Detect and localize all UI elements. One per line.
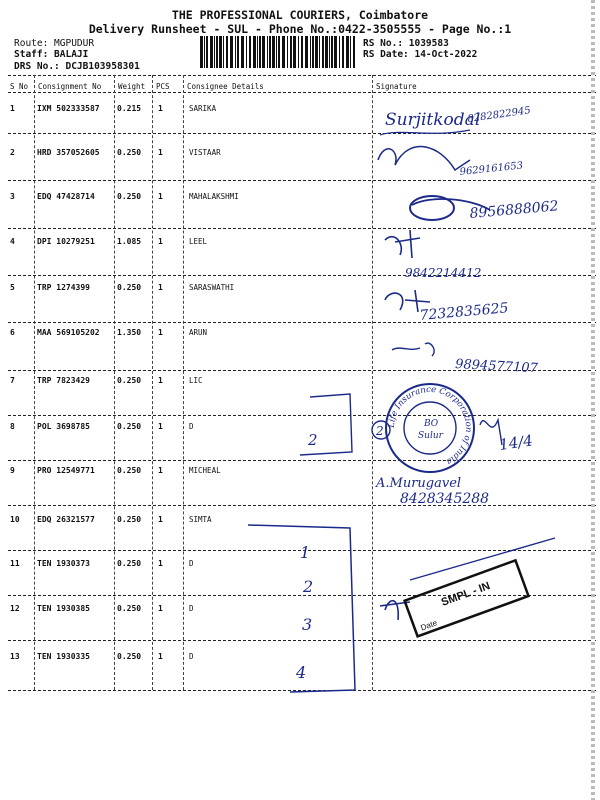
barcode-bar	[276, 36, 277, 68]
handwritten-number: 2	[308, 431, 318, 449]
row-name: ARUN	[189, 328, 208, 337]
barcode-bar	[237, 36, 239, 68]
row-cno: TEN 1930335	[37, 652, 90, 661]
barcode-bar	[223, 36, 224, 68]
barcode-bar	[315, 36, 318, 68]
barcode-bar	[305, 36, 308, 68]
row-weight: 1.350	[117, 328, 142, 337]
row-cno: HRD 357052605	[37, 148, 100, 157]
row-separator	[8, 460, 596, 461]
barcode-bar	[310, 36, 311, 68]
signature-scribble	[385, 230, 420, 258]
column-header-consignment: Consignment No	[38, 82, 102, 91]
row-name: SARASWATHI	[189, 283, 235, 292]
row-separator	[8, 505, 596, 506]
barcode-bar	[206, 36, 208, 68]
scan-edge-mark	[591, 0, 595, 800]
row-weight: 0.250	[117, 422, 142, 431]
seal-center-bottom: Sulur	[418, 431, 443, 441]
column-rule	[372, 75, 373, 690]
row-name: D	[189, 559, 194, 568]
barcode-bar	[319, 36, 320, 68]
barcode-image	[200, 36, 355, 68]
row-weight: 0.250	[117, 283, 142, 292]
barcode-bar	[342, 36, 344, 68]
row-name: LEEL	[189, 237, 208, 246]
row-weight: 0.250	[117, 604, 142, 613]
barcode-bar	[353, 36, 355, 68]
barcode-bar	[262, 36, 265, 68]
handwritten-number: 2	[376, 424, 384, 438]
barcode-bar	[253, 36, 256, 68]
barcode-bar	[301, 36, 303, 68]
barcode-bar	[290, 36, 292, 68]
barcode-bar	[350, 36, 351, 68]
barcode-bar	[287, 36, 288, 68]
row-sno: 5	[10, 283, 15, 292]
row-cno: IXM 502333587	[37, 104, 100, 113]
row-separator	[8, 595, 596, 596]
barcode-bar	[267, 36, 268, 68]
column-header-consignee: Consignee Details	[187, 82, 264, 91]
row-pcs: 1	[158, 559, 163, 568]
barcode-bar	[312, 36, 314, 68]
stamp-text: SMPL - IN	[439, 580, 492, 609]
row-separator	[8, 180, 596, 181]
barcode-bar	[298, 36, 299, 68]
row-separator	[8, 275, 596, 276]
handwritten-mark: 14/4	[498, 431, 534, 454]
company-title: THE PROFESSIONAL COURIERS, Coimbatore	[171, 8, 429, 22]
row-weight: 0.250	[117, 148, 142, 157]
row-pcs: 1	[158, 104, 163, 113]
seal-center-top: BO	[424, 419, 439, 429]
row-name: MICHEAL	[189, 466, 221, 475]
row-weight: 0.250	[117, 652, 142, 661]
runsheet-subtitle: Delivery Runsheet - SUL - Phone No.:0422-3505555 - Page No.:1	[88, 22, 512, 36]
row-name: SARIKA	[189, 104, 217, 113]
smpl-in-stamp	[405, 560, 529, 636]
row-name: D	[189, 652, 194, 661]
row-weight: 0.250	[117, 192, 142, 201]
row-weight: 1.085	[117, 237, 142, 246]
row-sno: 8	[10, 422, 15, 431]
stamp-date-label: Date	[419, 618, 439, 633]
barcode-bar	[346, 36, 349, 68]
barcode-bar	[325, 36, 328, 68]
row-pcs: 1	[158, 148, 163, 157]
handwritten-phone: 9894577107	[454, 357, 539, 377]
row-sno: 4	[10, 237, 15, 246]
row-pcs: 1	[158, 283, 163, 292]
row-separator	[8, 370, 596, 371]
row-name: MAHALAKSHMI	[189, 192, 239, 201]
row-weight: 0.250	[117, 559, 142, 568]
circled-number	[372, 421, 390, 439]
barcode-bar	[241, 36, 244, 68]
barcode-bar	[322, 36, 324, 68]
signature-scribble	[385, 290, 430, 312]
column-header-sno: S No	[10, 82, 29, 91]
signature-scribble	[480, 420, 502, 445]
row-cno: EDQ 47428714	[37, 192, 95, 201]
barcode-bar	[200, 36, 203, 68]
row-weight: 0.250	[117, 466, 142, 475]
row-sno: 1	[10, 104, 15, 113]
barcode-bar	[278, 36, 280, 68]
row-sno: 7	[10, 376, 15, 385]
tally-number: 1	[300, 543, 311, 562]
handwritten-phone: 7232835625	[418, 300, 510, 324]
signature-loop	[410, 196, 454, 220]
row-separator	[8, 640, 596, 641]
column-header-weight: Weight	[118, 82, 146, 91]
handwritten-phone: 9629161653	[459, 160, 524, 178]
row-sno: 9	[10, 466, 15, 475]
row-separator	[8, 322, 596, 323]
barcode-bar	[272, 36, 275, 68]
handwritten-phone: 9842214412	[405, 266, 482, 280]
handwritten-name: Surjitkodal	[385, 110, 481, 130]
row-pcs: 1	[158, 604, 163, 613]
signature-stroke	[412, 199, 490, 210]
row-name: SIMTA	[189, 515, 212, 524]
row-cno: TRP 1274399	[37, 283, 90, 292]
row-separator	[8, 415, 596, 416]
row-cno: TEN 1930373	[37, 559, 90, 568]
row-sno: 11	[10, 559, 20, 568]
route-label: Route: MGPUDUR	[14, 38, 95, 49]
column-rule	[183, 75, 184, 690]
row-pcs: 1	[158, 237, 163, 246]
barcode-bar	[219, 36, 222, 68]
column-header-pcs: PCS	[156, 82, 170, 91]
row-pcs: 1	[158, 376, 163, 385]
column-rule	[114, 75, 115, 690]
row-pcs: 1	[158, 652, 163, 661]
drs-number: DRS No.: DCJB103958301	[14, 61, 140, 72]
barcode-bar	[230, 36, 233, 68]
row-name: D	[189, 604, 194, 613]
barcode-bar	[246, 36, 247, 68]
handwritten-phone: 8282822945	[466, 105, 532, 125]
barcode-bar	[235, 36, 236, 68]
barcode-bar	[204, 36, 205, 68]
hand-drawn-box	[300, 394, 352, 455]
row-cno: PRO 12549771	[37, 466, 95, 475]
column-header-signature: Signature	[376, 82, 417, 91]
row-separator	[8, 550, 596, 551]
handwritten-name: A.Murugavel	[376, 476, 462, 491]
row-name: LIC	[189, 376, 203, 385]
row-weight: 0.250	[117, 515, 142, 524]
header-bottom-rule	[8, 92, 596, 93]
signature-scribble	[392, 343, 434, 356]
row-sno: 6	[10, 328, 15, 337]
row-weight: 0.250	[117, 376, 142, 385]
signature-scribble	[380, 601, 410, 620]
barcode-bar	[226, 36, 228, 68]
rs-number: RS No.: 1039583	[363, 38, 449, 49]
column-rule	[34, 75, 35, 690]
row-pcs: 1	[158, 466, 163, 475]
barcode-bar	[249, 36, 251, 68]
staff-label: Staff: BALAJI	[14, 49, 89, 60]
row-cno: POL 3698785	[37, 422, 90, 431]
row-pcs: 1	[158, 515, 163, 524]
row-separator	[8, 228, 596, 229]
barcode-bar	[259, 36, 261, 68]
barcode-bar	[216, 36, 218, 68]
lic-round-seal	[386, 384, 474, 472]
seal-ring-text: Life Insurance Corporation of India	[386, 384, 474, 467]
header-top-rule	[8, 75, 596, 76]
row-cno: MAA 569105202	[37, 328, 100, 337]
barcode-bar	[257, 36, 258, 68]
row-pcs: 1	[158, 422, 163, 431]
barcode-bar	[339, 36, 340, 68]
handwritten-phone: 8428345288	[400, 491, 490, 507]
row-name: VISTAAR	[189, 148, 221, 157]
barcode-bar	[282, 36, 285, 68]
row-pcs: 1	[158, 192, 163, 201]
barcode-bar	[329, 36, 330, 68]
row-cno: TEN 1930385	[37, 604, 90, 613]
row-separator	[8, 690, 596, 691]
rs-date: RS Date: 14-Oct-2022	[363, 49, 478, 60]
tally-number: 3	[302, 615, 313, 634]
row-cno: EDQ 26321577	[37, 515, 95, 524]
column-rule	[152, 75, 153, 690]
row-separator	[8, 133, 596, 134]
row-sno: 2	[10, 148, 15, 157]
barcode-bar	[214, 36, 215, 68]
barcode-bar	[293, 36, 296, 68]
barcode-bar	[334, 36, 337, 68]
row-name: D	[189, 422, 194, 431]
row-cno: DPI 10279251	[37, 237, 95, 246]
tally-number: 2	[303, 577, 314, 596]
row-sno: 10	[10, 515, 20, 524]
row-sno: 13	[10, 652, 20, 661]
barcode-bar	[210, 36, 213, 68]
row-sno: 12	[10, 604, 20, 613]
row-cno: TRP 7823429	[37, 376, 90, 385]
handwritten-phone: 8956888062	[468, 198, 560, 222]
signature-scribble	[378, 146, 470, 170]
barcode-bar	[331, 36, 333, 68]
row-weight: 0.215	[117, 104, 142, 113]
pen-stroke	[410, 538, 555, 580]
barcode-bar	[269, 36, 271, 68]
tally-number: 4	[296, 663, 307, 682]
row-sno: 3	[10, 192, 15, 201]
row-pcs: 1	[158, 328, 163, 337]
